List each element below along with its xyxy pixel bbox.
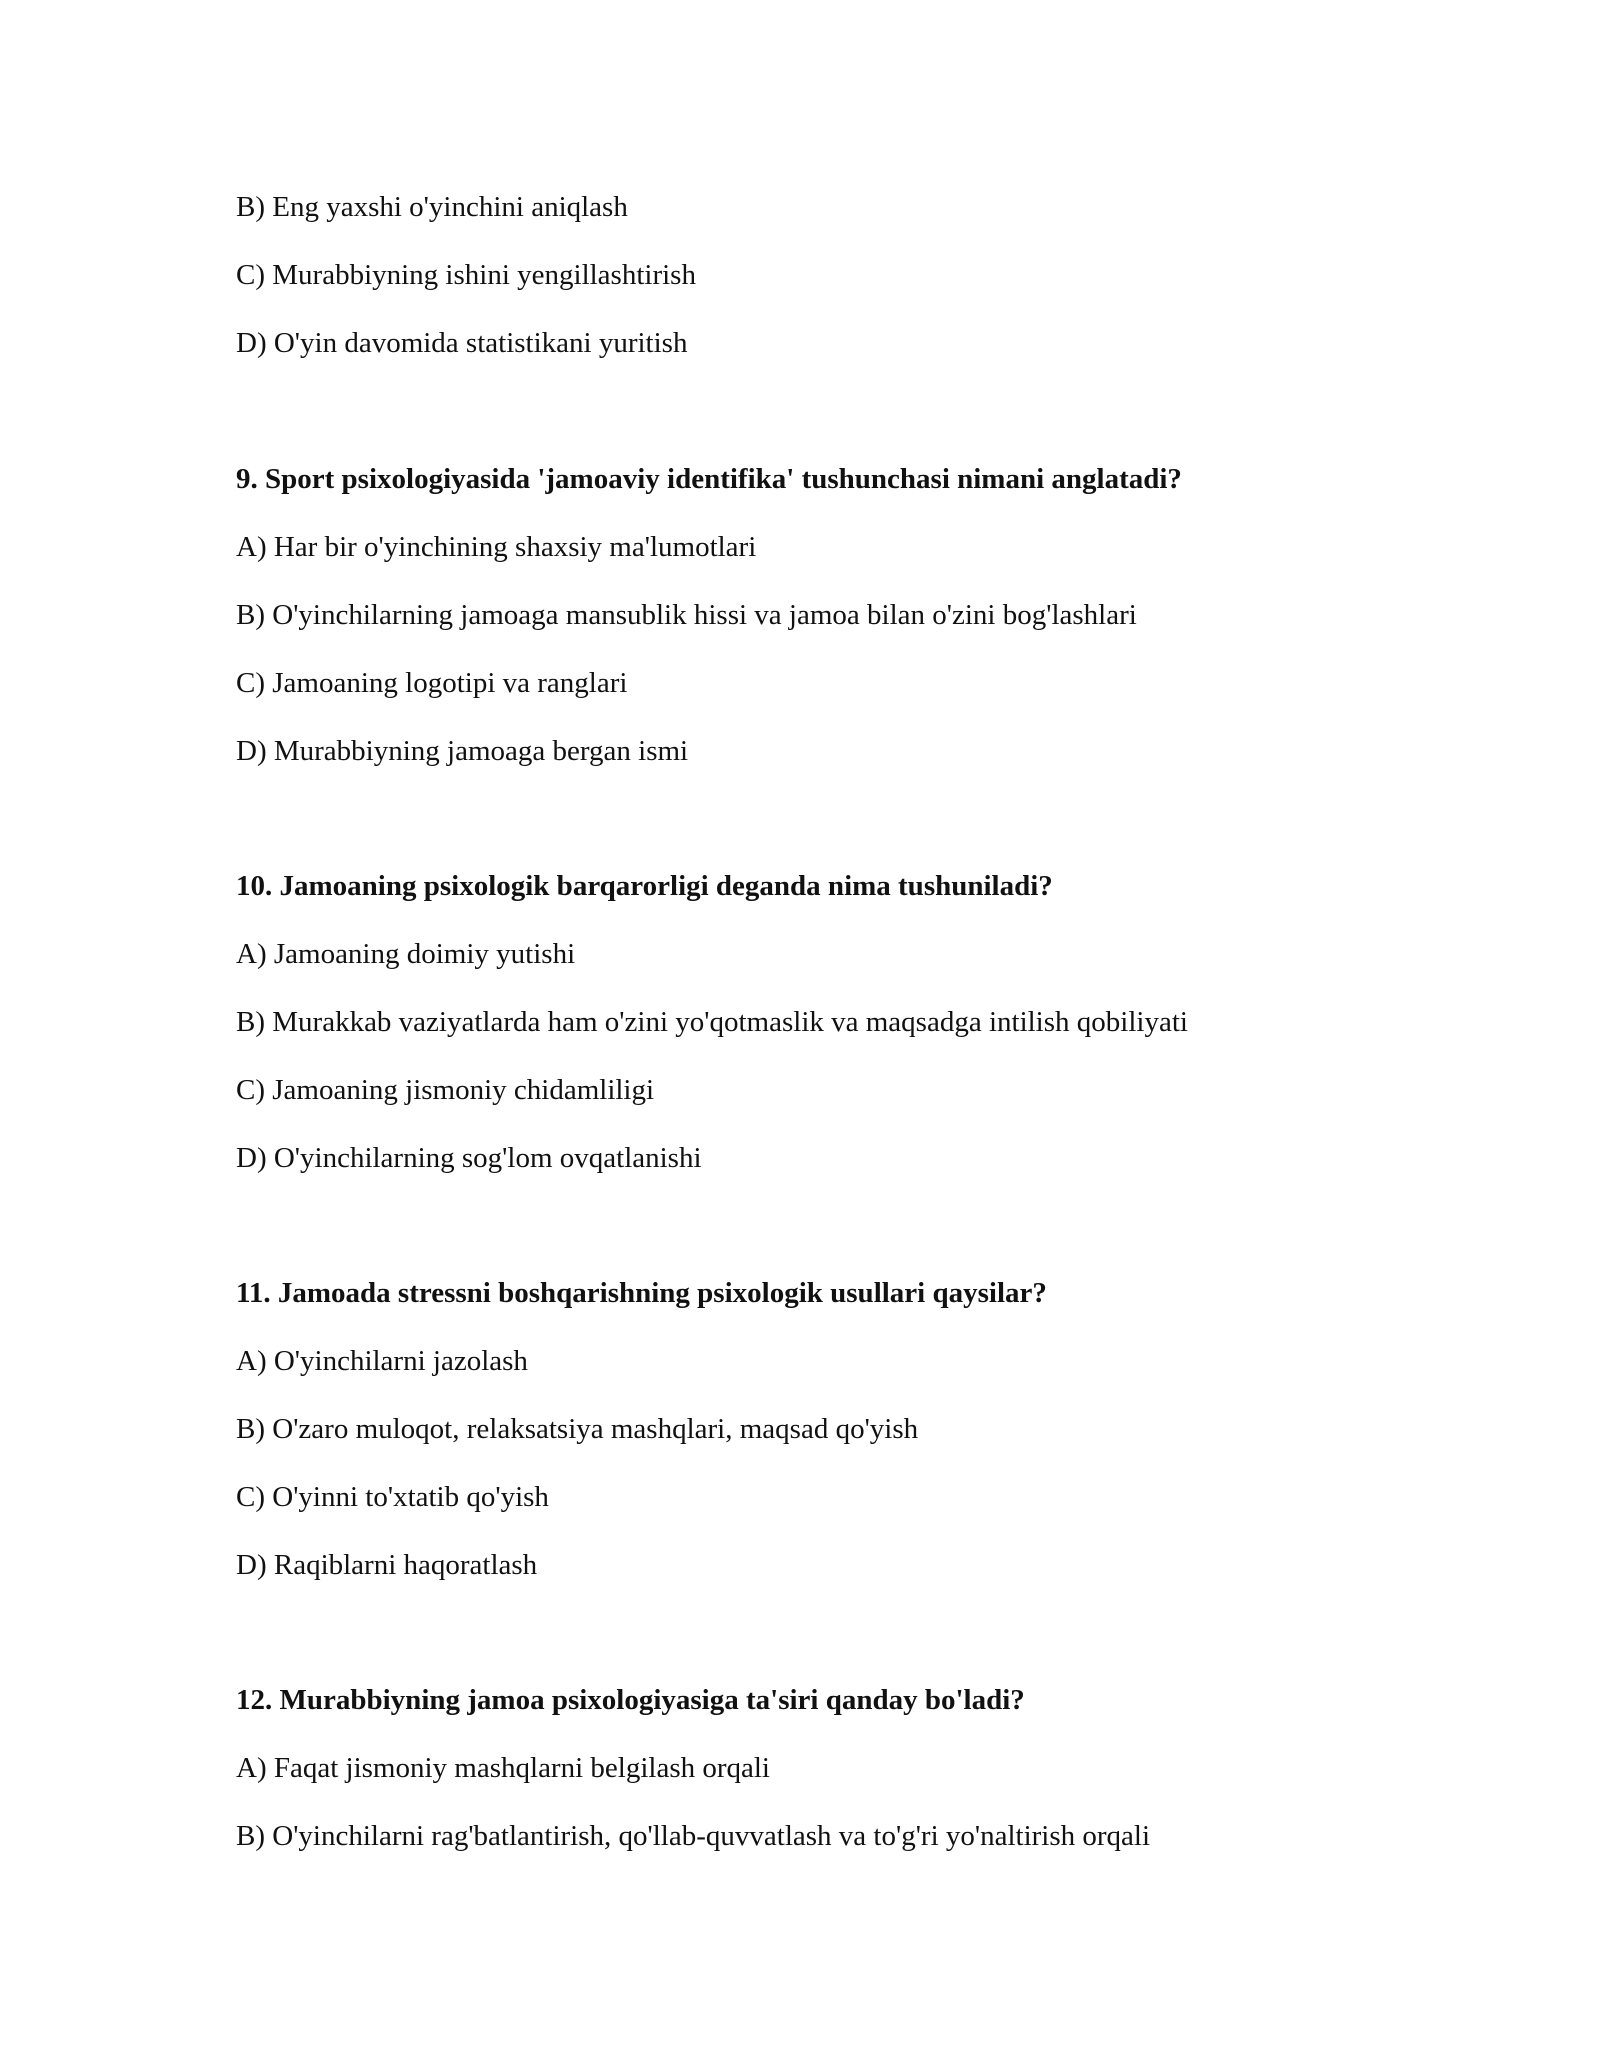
option-12-b: B) O'yinchilarni rag'batlantirish, qo'llab-quvvatlash va to'g'ri yo'naltirish orqali [236, 1820, 1151, 1852]
option-10-c: C) Jamoaning jismoniy chidamliligi [236, 1074, 655, 1106]
option-10-d: D) O'yinchilarning sog'lom ovqatlanishi [236, 1142, 702, 1174]
option-9-c: C) Jamoaning logotipi va ranglari [236, 667, 628, 699]
option-9-a: A) Har bir o'yinchining shaxsiy ma'lumotlari [236, 531, 757, 563]
option-11-b: B) O'zaro muloqot, relaksatsiya mashqlari, maqsad qo'yish [236, 1413, 919, 1445]
option-9-b: B) O'yinchilarning jamoaga mansublik hissi va jamoa bilan o'zini bog'lashlari [236, 599, 1137, 631]
option-11-c: C) O'yinni to'xtatib qo'yish [236, 1481, 549, 1513]
option-8-b: B) Eng yaxshi o'yinchini aniqlash [236, 191, 628, 223]
option-12-a: A) Faqat jismoniy mashqlarni belgilash orqali [236, 1752, 770, 1784]
option-10-a: A) Jamoaning doimiy yutishi [236, 938, 576, 970]
question-9-title: 9. Sport psixologiyasida 'jamoaviy identifika' tushunchasi nimani anglatadi? [236, 463, 1182, 495]
option-9-d: D) Murabbiyning jamoaga bergan ismi [236, 735, 689, 767]
option-10-b: B) Murakkab vaziyatlarda ham o'zini yo'qotmaslik va maqsadga intilish qobiliyati [236, 1006, 1188, 1038]
option-8-d: D) O'yin davomida statistikani yuritish [236, 327, 688, 359]
question-11-title: 11. Jamoada stressni boshqarishning psixologik usullari qaysilar? [236, 1277, 1047, 1309]
option-8-c: C) Murabbiyning ishini yengillashtirish [236, 259, 696, 291]
question-10-title: 10. Jamoaning psixologik barqarorligi deganda nima tushuniladi? [236, 870, 1053, 902]
question-12-title: 12. Murabbiyning jamoa psixologiyasiga ta'siri qanday bo'ladi? [236, 1684, 1025, 1716]
option-11-d: D) Raqiblarni haqoratlash [236, 1549, 538, 1581]
option-11-a: A) O'yinchilarni jazolash [236, 1345, 528, 1377]
